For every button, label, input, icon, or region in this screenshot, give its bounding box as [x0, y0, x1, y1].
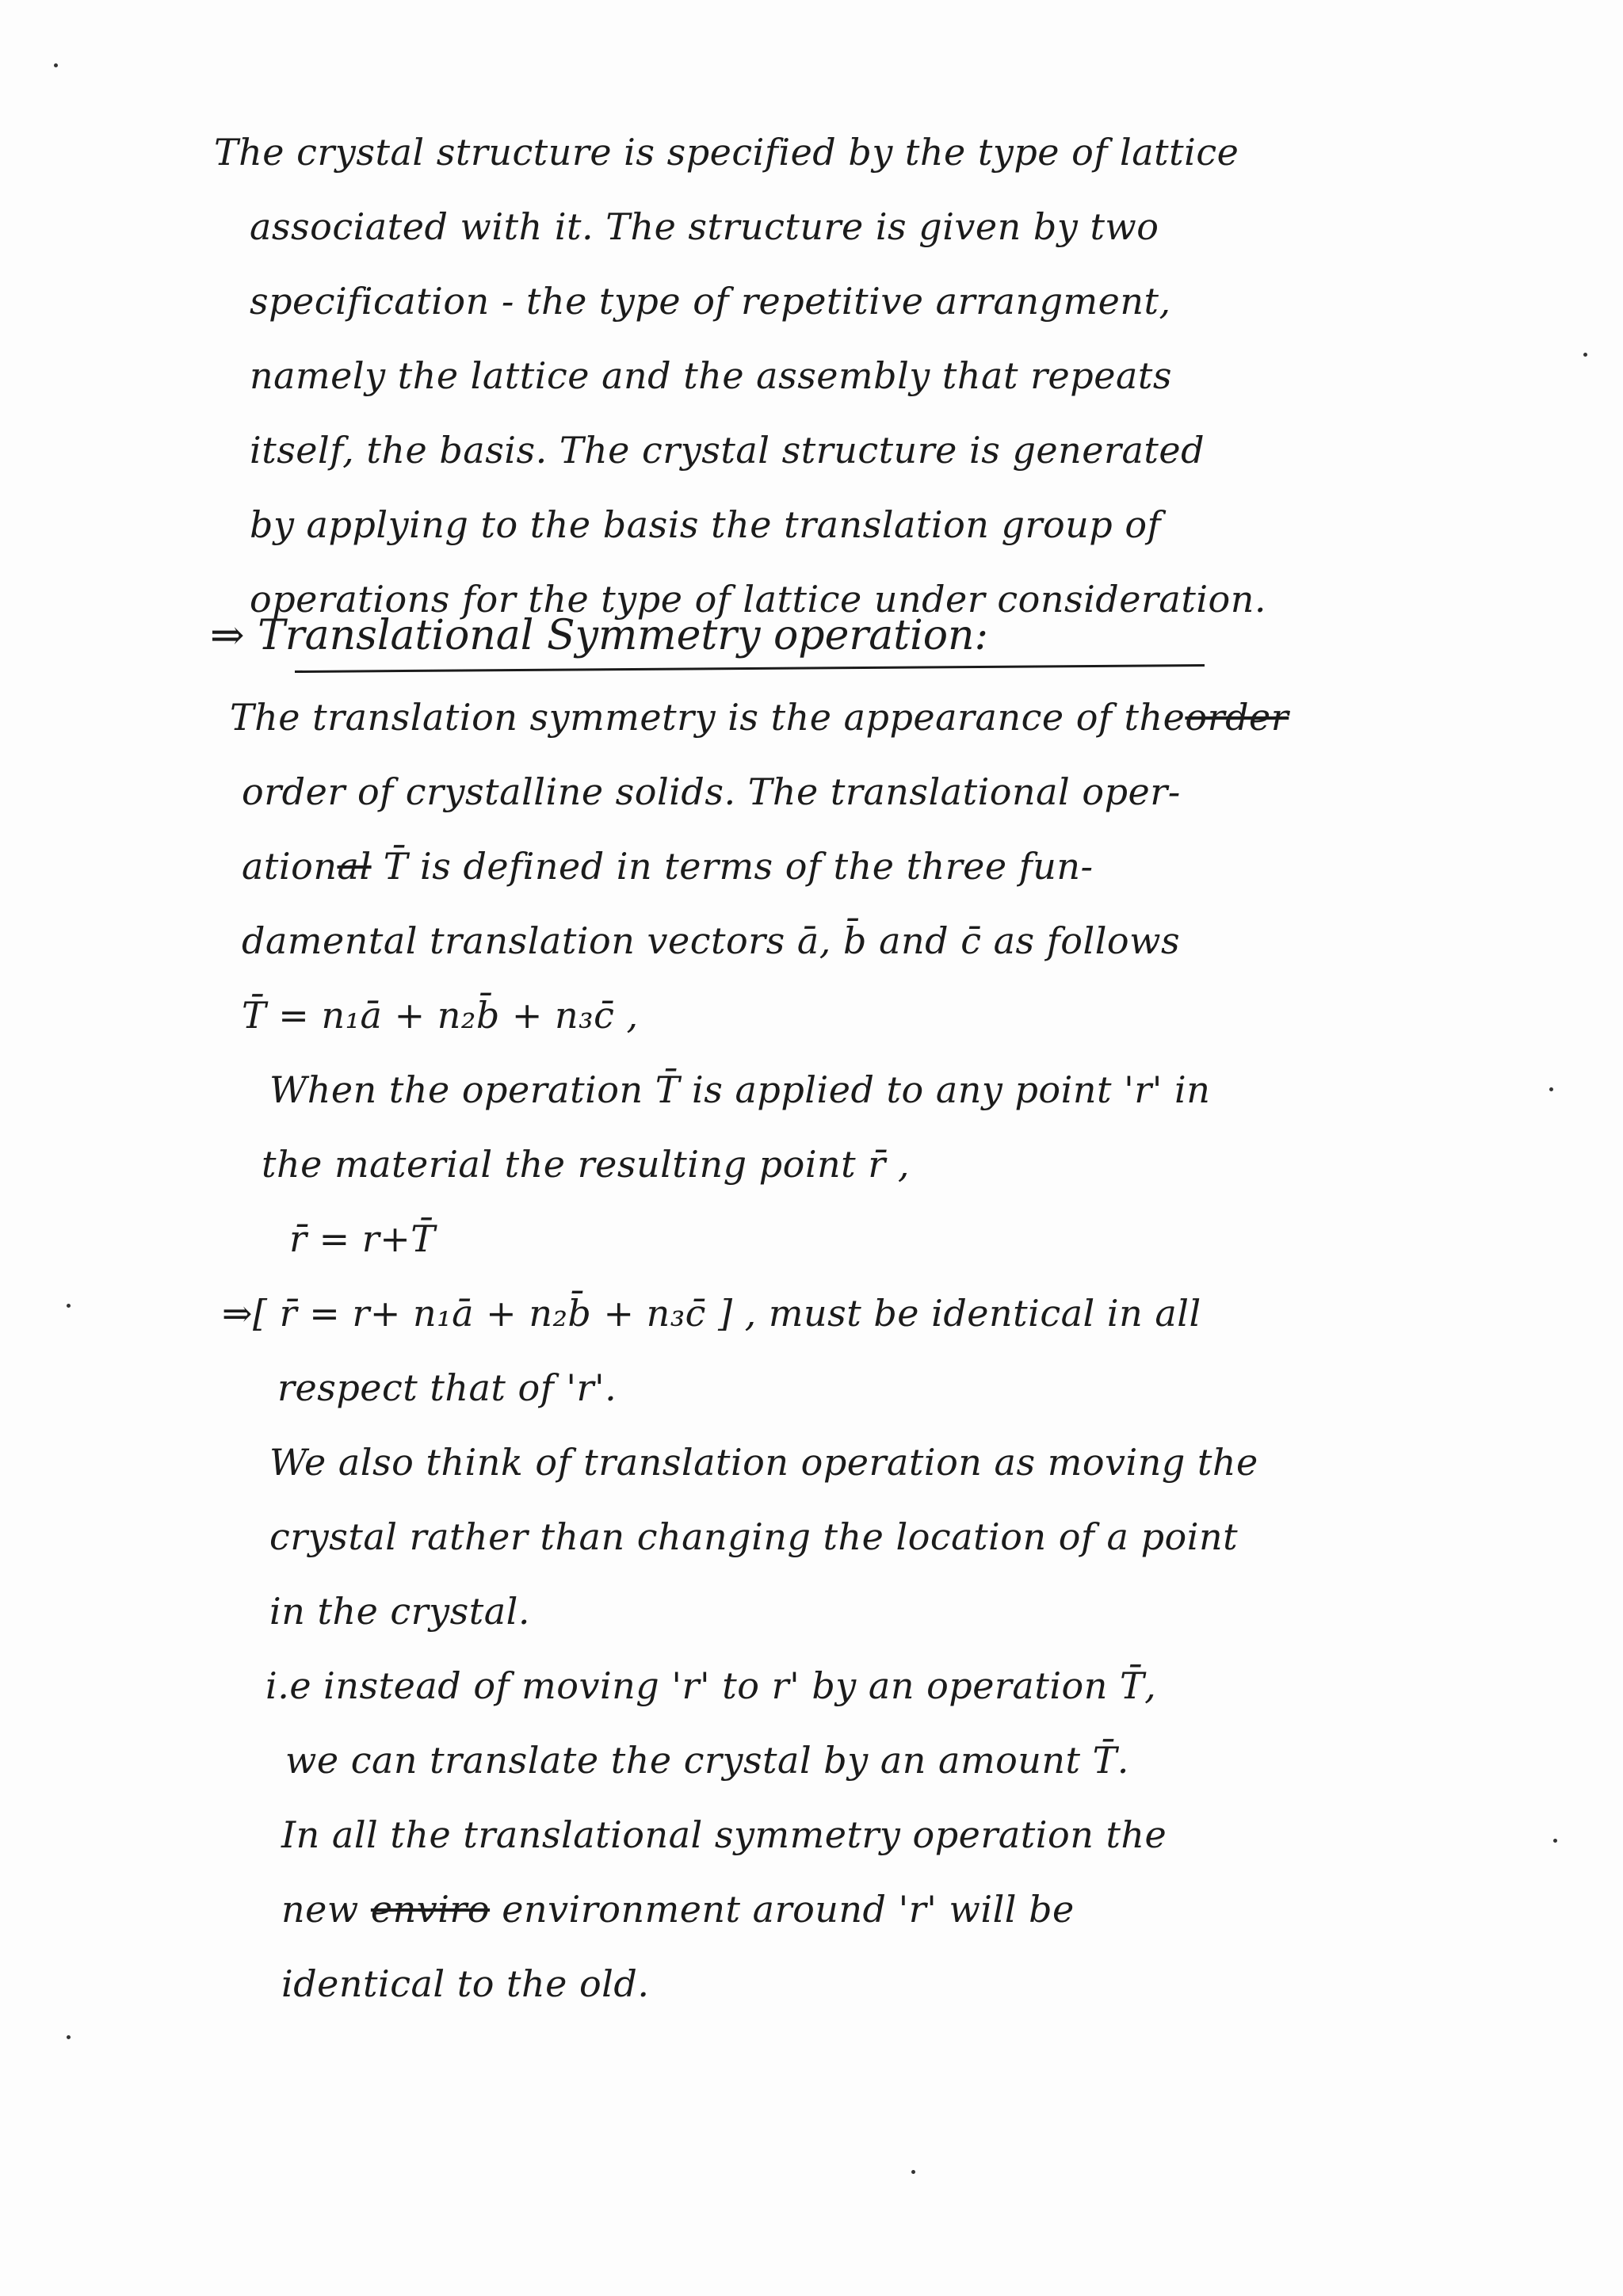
text-line: In all the translational symmetry operation the [281, 1813, 1167, 1856]
scan-speck [911, 2170, 915, 2174]
text-line: the material the resulting point r̄ , [262, 1143, 910, 1186]
text-line [214, 829, 1609, 904]
struck-word: order [1185, 696, 1289, 739]
text-line: namely the lattice and the assembly that repeats [250, 354, 1172, 397]
text-line: crystal rather than changing the location of a point [269, 1515, 1239, 1558]
implies-arrow: ⇒ [210, 612, 245, 659]
text-line: respect that of 'r'. [277, 1366, 617, 1409]
text-line: When the operation T̄ is applied to any point 'r' in [269, 1068, 1211, 1111]
scan-speck [1583, 353, 1587, 357]
text-line: identical to the old. [281, 1962, 650, 2005]
text-fragment: ation [242, 845, 338, 888]
scan-speck [67, 1304, 71, 1308]
text-line: The crystal structure is specified by the type of lattice [214, 131, 1239, 174]
equation-line: ⇒[ r̄ = r+ n₁ā + n₂b̄ + n₃c̄ ] , must be identical in all [222, 1292, 1201, 1335]
text-line: i.e instead of moving 'r' to r' by an operation T̄, [265, 1664, 1157, 1707]
text-line: operations for the type of lattice under consideration. [250, 578, 1266, 621]
section-heading [210, 604, 1240, 667]
text-fragment: T̄ is defined in terms of the three fun- [371, 845, 1094, 888]
text-line [214, 680, 1609, 755]
heading-text: Translational Symmetry operation: [258, 612, 989, 659]
equation-line: r̄ = r+T̄ [289, 1217, 436, 1260]
text-line [214, 1872, 1609, 1946]
struck-word: enviro [370, 1888, 491, 1931]
scan-speck [67, 2035, 71, 2039]
text-line: itself, the basis. The crystal structure is generated [250, 429, 1205, 472]
intro-paragraph [214, 115, 1609, 636]
text-fragment: new [281, 1888, 371, 1931]
scan-speck [1549, 1087, 1553, 1091]
text-line: We also think of translation operation as moving the [269, 1441, 1258, 1484]
translation-paragraph [214, 680, 1609, 2021]
text-line: in the crystal. [269, 1590, 531, 1633]
text-line: specification - the type of repetitive arrangment, [250, 280, 1171, 323]
text-fragment: environment around 'r' will be [490, 1888, 1075, 1931]
text-line: damental translation vectors ā, b̄ and c̄ as follows [242, 919, 1181, 962]
scan-speck [54, 63, 58, 67]
text-line: order of crystalline solids. The translational oper- [242, 770, 1181, 813]
equation-line: T̄ = n₁ā + n₂b̄ + n₃c̄ , [242, 994, 639, 1037]
text-line: we can translate the crystal by an amount T̄. [285, 1739, 1129, 1782]
struck-word: al [337, 845, 372, 888]
text-fragment: The translation symmetry is the appearance of the [230, 696, 1186, 739]
text-line: associated with it. The structure is given by two [250, 205, 1159, 248]
text-line: by applying to the basis the translation group of [250, 503, 1162, 546]
scan-speck [1553, 1839, 1557, 1843]
